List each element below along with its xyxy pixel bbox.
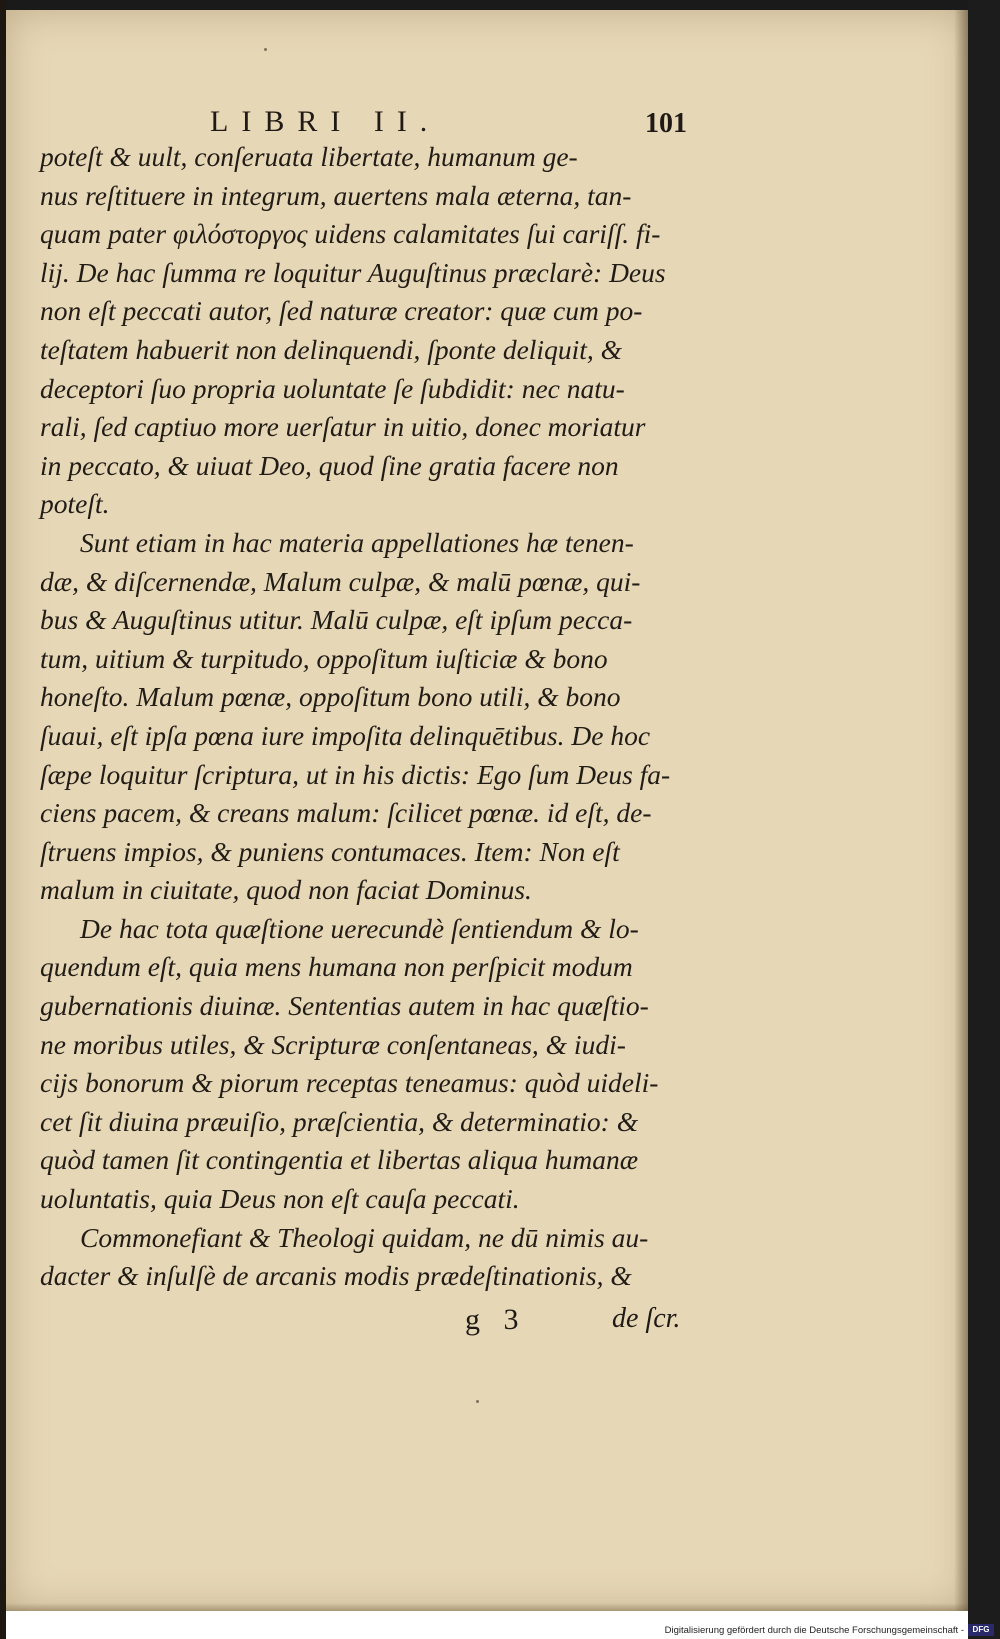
text-line: uoluntatis, quia Deus non eſt cauſa peccati.: [40, 1183, 520, 1215]
paragraph-start-line: Commonefiant & Theologi quidam, ne dū nimis au-: [80, 1221, 649, 1253]
text-line: honeſto. Malum pœnæ, oppoſitum bono utili, & bono: [40, 681, 621, 713]
text-line: bus & Auguſtinus utitur. Malū culpæ, eſt ipſum pecca-: [40, 604, 633, 636]
paper-speck: [476, 1400, 479, 1403]
text-line: nus reſtituere in integrum, auertens mala æterna, tan-: [40, 179, 632, 211]
text-line: quendum eſt, quia mens humana non perſpicit modum: [40, 951, 633, 983]
text-line: dacter & inſulſè de arcanis modis prædeſtinationis, &: [40, 1260, 632, 1292]
text-line: rali, ſed captiuo more uerſatur in uitio, donec moriatur: [40, 411, 646, 443]
running-head: LIBRI II.: [210, 105, 441, 138]
text-line: ſuaui, eſt ipſa pœna iure impoſita delinquētibus. De hoc: [40, 719, 651, 751]
text-line: ne moribus utiles, & Scripturæ conſentaneas, & iudi-: [40, 1028, 626, 1060]
text-line: poteſt & uult, conſeruata libertate, humanum ge-: [40, 141, 578, 172]
text-line: ſæpe loquitur ſcriptura, ut in his dictis: Ego ſum Deus fa-: [40, 758, 671, 790]
text-line: non eſt peccati autor, ſed naturæ creator: quæ cum po-: [40, 295, 643, 327]
text-line: ciens pacem, & creans malum: ſcilicet pœnæ. id eſt, de-: [40, 797, 652, 829]
paragraph-start-line: Sunt etiam in hac materia appellationes hæ tenen-: [80, 526, 634, 558]
digitization-credit: Digitalisierung gefördert durch die Deutsche Forschungsgemeinschaft -: [664, 1625, 964, 1636]
page-bottom-shade: [6, 1603, 968, 1611]
page-number: 101: [645, 108, 687, 139]
paper-speck: [264, 48, 267, 51]
text-line: quam pater φιλόστοργος uidens calamitates ſui cariſſ. fi-: [40, 218, 661, 250]
catchword: de ſcr.: [612, 1303, 681, 1334]
paragraph-start-line: De hac tota quæſtione uerecundè ſentiendum & lo-: [80, 912, 639, 944]
text-line: teſtatem habuerit non delinquendi, ſponte deliquit, &: [40, 333, 622, 365]
signature-mark: g 3: [465, 1303, 527, 1336]
text-line: gubernationis diuinæ. Sententias autem in hac quæſtio-: [40, 990, 649, 1022]
text-line: cijs bonorum & piorum receptas teneamus: quòd uideli-: [40, 1067, 659, 1099]
text-line: cet ſit diuina præuiſio, præſcientia, & determinatio: &: [40, 1105, 639, 1137]
scan-top-edge: [0, 0, 1000, 10]
text-line: lij. De hac ſumma re loquitur Auguſtinus præclarè: Deus: [40, 256, 666, 288]
text-line: quòd tamen ſit contingentia et libertas aliqua humanæ: [40, 1144, 639, 1176]
dfg-logo: DFG: [968, 1624, 994, 1636]
text-line: malum in ciuitate, quod non faciat Dominus.: [40, 874, 532, 906]
text-line: dæ, & diſcernendæ, Malum culpæ, & malū pœnæ, qui-: [40, 565, 641, 597]
page-edge-shadow: [954, 10, 968, 1611]
scan-right-margin: [968, 0, 1000, 1639]
body-text: [40, 138, 720, 1296]
text-line: ſtruens impios, & puniens contumaces. Item: Non eſt: [40, 835, 620, 867]
text-line: tum, uitium & turpitudo, oppoſitum iuſticiæ & bono: [40, 642, 608, 674]
text-line: poteſt.: [40, 488, 110, 520]
text-line: in peccato, & uiuat Deo, quod ſine gratia facere non: [40, 449, 619, 481]
text-line: deceptori ſuo propria uoluntate ſe ſubdidit: nec natu-: [40, 372, 625, 404]
